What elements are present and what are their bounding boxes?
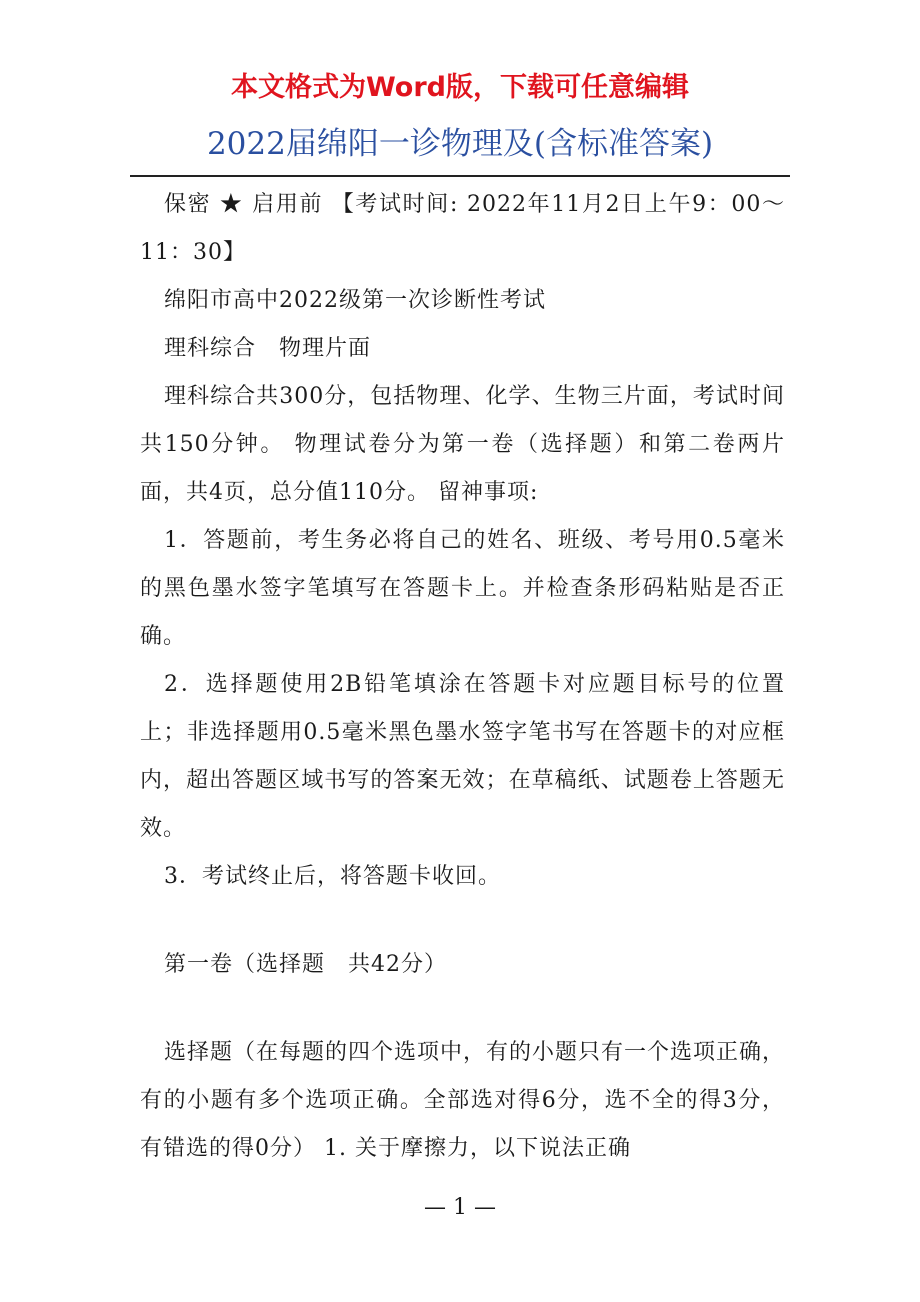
notice-item-2: 2．选择题使用2B铅笔填涂在答题卡对应题目标号的位置上；非选择题用0.5毫米黑色墨水签字笔书写在答题卡的对应框内，超出答题区域书写的答案无效；在草稿纸、试题卷上答题无效。	[140, 672, 785, 841]
notice-item-1: 1．答题前，考生务必将自己的姓名、班级、考号用0.5毫米的黑色墨水签字笔填写在答题卡上。并检查条形码粘贴是否正确。	[140, 528, 785, 649]
notice-item-3: 3．考试终止后，将答题卡收回。	[164, 864, 501, 889]
section-heading: 第一卷（选择题 共42分）	[164, 952, 447, 977]
download-banner: 本文格式为Word版，下载可任意编辑	[230, 72, 689, 103]
document-title: 2022届绵阳一诊物理及(含标准答案)	[206, 126, 714, 162]
page-number: — 1 —	[424, 1195, 496, 1220]
exam-time-line: 保密 ★ 启用前 【考试时间: 2022年11月2日上午9：00～11：30】	[140, 192, 785, 265]
title-divider	[130, 175, 790, 177]
subject-heading: 理科综合 物理片面	[164, 336, 372, 361]
document-body	[140, 181, 785, 1173]
exam-overview: 理科综合共300分，包括物理、化学、生物三片面，考试时间共150分钟。 物理试卷分为第一卷（选择题）和第二卷两片面，共4页，总分值110分。 留神事项:	[140, 384, 785, 505]
choice-instructions: 选择题（在每题的四个选项中，有的小题只有一个选项正确，有的小题有多个选项正确。全部选对得6分，选不全的得3分，有错选的得0分） 1. 关于摩擦力，以下说法正确	[140, 1040, 786, 1161]
exam-name: 绵阳市高中2022级第一次诊断性考试	[164, 288, 546, 313]
